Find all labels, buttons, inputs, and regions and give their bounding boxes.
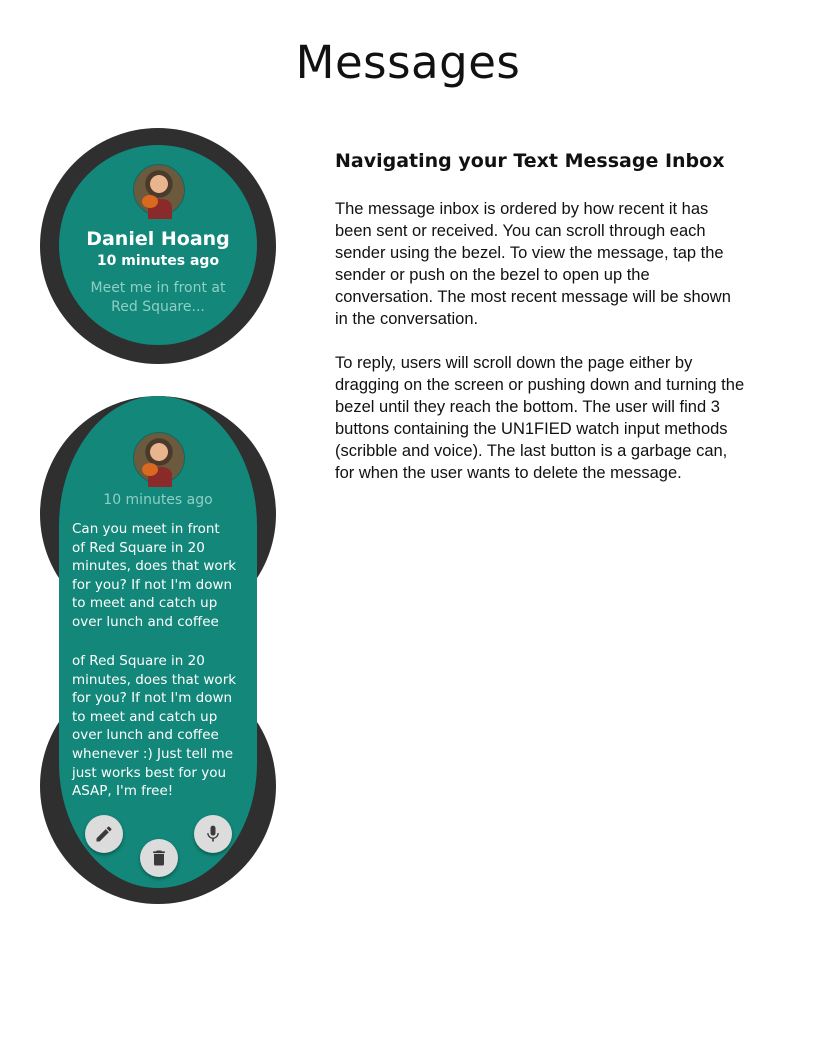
trash-icon (149, 848, 169, 868)
watch-conversation-screen (40, 396, 276, 632)
voice-reply-button[interactable] (194, 815, 232, 853)
sender-name[interactable]: Daniel Hoang (86, 228, 230, 250)
delete-message-button[interactable] (140, 839, 178, 877)
message-body: of Red Square in 20 minutes, does that work for you? If not I'm down to meet and catch up over lunch and coffee whenever :) Just tell me just works best for you ASAP, I'm free! (72, 653, 237, 800)
avatar-pumpkin (142, 463, 158, 476)
message-preview[interactable]: Meet me in front at Red Square... (90, 280, 226, 315)
scribble-reply-button[interactable] (85, 815, 123, 853)
page-title: Messages (295, 36, 521, 89)
description-paragraph-1: The message inbox is ordered by how recent it has been sent or received. You can scroll through each sender using the bezel. To view the message, tap the sender or push on the bezel to open up the conversation. The most recent message will be shown in the conversation. (335, 200, 731, 328)
section-heading: Navigating your Text Message Inbox (335, 150, 725, 172)
watch-reply-screen (40, 653, 276, 904)
message-time: 10 minutes ago (103, 492, 213, 508)
sender-avatar (133, 432, 185, 484)
microphone-icon (203, 824, 223, 844)
watch-inbox-screen (40, 128, 276, 364)
sender-avatar[interactable] (133, 164, 185, 216)
message-time: 10 minutes ago (96, 253, 220, 269)
pencil-icon (94, 824, 114, 844)
avatar-pumpkin (142, 195, 158, 208)
message-body: Can you meet in front of Red Square in 20 minutes, does that work for you? If not I'm down to meet and catch up over lunch and coffee (72, 521, 237, 630)
description-paragraph-2: To reply, users will scroll down the page either by dragging on the screen or pushing down and turning the bezel until they reach the bottom. The user will find 3 buttons containing the UN1FIED watch input methods (scribble and voice). The last button is a garbage can, for when the user wants to delete the message. (335, 354, 745, 482)
